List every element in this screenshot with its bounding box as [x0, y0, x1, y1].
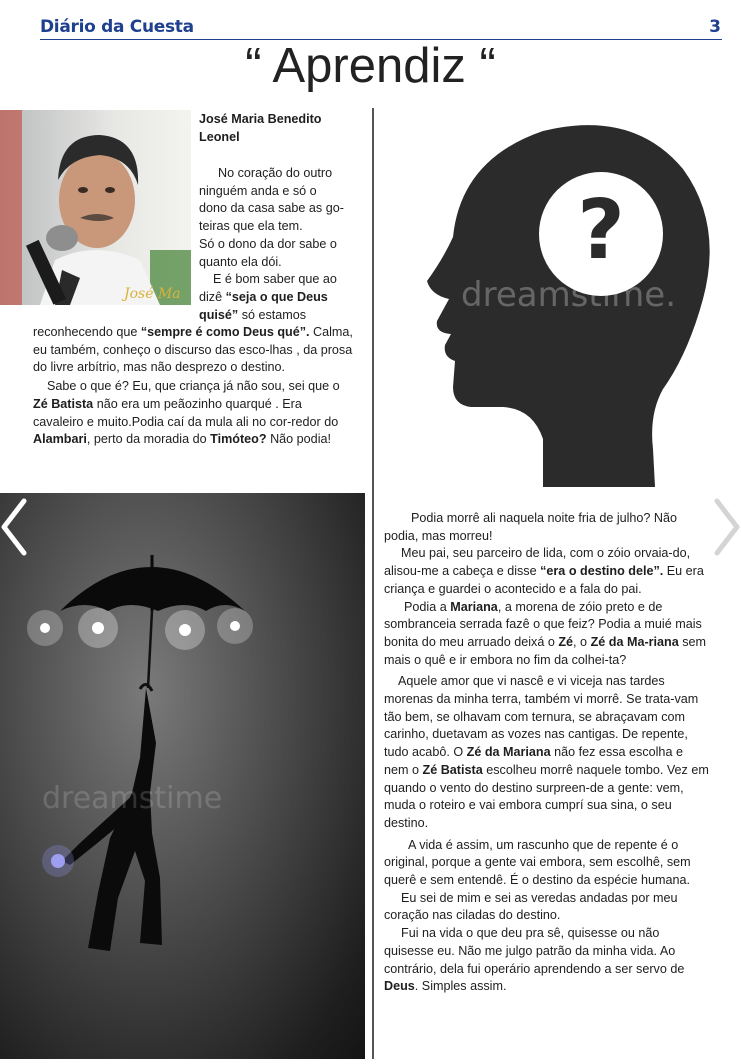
bold-name: Timóteo? — [210, 432, 267, 447]
next-image-button[interactable] — [711, 497, 741, 557]
bold-name: Mariana — [450, 599, 498, 614]
author-name: José Maria Benedito Leonel — [199, 112, 322, 144]
column-divider — [372, 108, 374, 1059]
wrap-line — [199, 289, 369, 307]
bold-name: Zé Batista — [422, 762, 483, 777]
page-number: 3 — [709, 17, 721, 37]
text-run: Meu pai, seu parceiro de lida, com o zóio orvaia-do, alisou-me a cabeça e disse — [384, 546, 691, 579]
paragraph — [33, 378, 353, 449]
bold-name: Zé Batista — [33, 396, 94, 411]
photo-caption: José Ma — [124, 286, 181, 302]
wrap-line: Só o dono da dor sabe o — [199, 236, 337, 251]
text-run: Podia a — [404, 599, 451, 614]
chevron-left-icon — [0, 497, 30, 557]
text-run: Sabe o que é? Eu, que criança já não sou, sei que o — [47, 379, 340, 394]
wrap-line: ninguém anda e só o — [199, 183, 317, 198]
text-run: Eu era criança e guardei o acontecido e a fala do pai. — [384, 564, 704, 596]
wrap-line — [199, 307, 369, 325]
bold-quote: “era o destino dele”. — [540, 564, 664, 579]
text-run: Aquele amor que vi nascê e vi viceja nas tardes morenas da minha terra, também vi morrê. Se trata-vam tão bem, se olhavam com ternura, se abraçavam com carinho, duetavam as vozes nas cantigas. De repente, tudo acabô. O — [384, 674, 699, 760]
text-run: , o — [573, 634, 591, 649]
wrap-line: No coração do outro — [218, 166, 333, 180]
text-run: Não podia! — [266, 432, 331, 447]
text-run: não era um peãozinho quarqué . Era cavaleiro e muito.Podia caí da mula ali no cor-redor do — [33, 396, 339, 429]
paragraph: A vida é assim, um rascunho que de repente é o original, porque a gente vai embora, sem escolhê, sem querê e sem entendê. É o destino da espécie humana. — [384, 837, 691, 888]
watermark: dreamstime. — [461, 275, 677, 315]
article-title: “ Aprendiz “ — [245, 39, 496, 93]
wrap-text: só estamos — [238, 307, 307, 322]
watermark: dreamstime — [42, 781, 223, 816]
author-portrait-illustration — [0, 110, 191, 305]
head-silhouette-image — [383, 109, 726, 489]
wrap-line: quanto ela dói. — [199, 254, 282, 269]
umbrella-figure-image — [0, 493, 365, 1059]
question-mark-icon: ? — [577, 183, 625, 278]
text-run: Calma, eu também, conheço o discurso das esco-lhas , da prosa do livre arbítrio, mas não desprezo o destino. — [33, 325, 353, 375]
chevron-right-icon — [711, 497, 741, 557]
paragraph: Eu sei de mim e sei as veredas andadas por meu coração nas ciladas do destino. — [384, 890, 678, 923]
bold-name: Zé — [558, 634, 574, 649]
text-run: sem mais o quê e ir embora no fim da colhei-ta? — [384, 634, 707, 667]
author-photo — [0, 110, 191, 305]
wrap-line: E é bom saber que ao — [213, 272, 337, 287]
paragraph — [384, 673, 709, 832]
text-run: . Simples assim. — [414, 979, 507, 994]
paragraph — [384, 545, 709, 598]
paragraph: Podia morrê ali naquela noite fria de julho? Não podia, mas morreu! — [384, 511, 678, 543]
text-run: reconhecendo que — [33, 325, 141, 339]
text-run: , a morena de zóio preto e de sombranceia serrada fazê o que feiz? Podia a muié mais bonita do meu arruado deixá o — [384, 599, 702, 649]
text-run: Fui na vida o que deu pra sê, quisesse ou não quisesse eu. Não me julgo patrão da minha vida. Ao contrário, dela fui operário aprendendo a ser servo de — [384, 926, 685, 976]
wrap-text: dizê — [199, 289, 226, 304]
previous-image-button[interactable] — [0, 497, 30, 557]
bold-quote: “sempre é como Deus qué”. — [140, 325, 310, 339]
text-run: escolheu morrê naquele tombo. Vez em quando o vento do destino surpreen-de a gente: vem, muda o roteiro e vai embora cumprí sua sina, o seu destino. — [384, 762, 709, 830]
bold-name: Deus — [384, 979, 415, 994]
paragraph — [33, 324, 353, 377]
intro-wrap-text — [199, 165, 369, 324]
masthead: Diário da Cuesta — [40, 17, 194, 37]
wrap-line: teiras que ela tem. — [199, 219, 303, 234]
bold-name: Zé da Mariana — [466, 745, 551, 760]
wrap-line: dono da casa sabe as go- — [199, 201, 344, 216]
umbrella-illustration — [0, 493, 365, 1059]
bold-quote: “seja o que Deus — [225, 289, 328, 304]
bold-name: Alambari — [33, 432, 87, 447]
column-2-text — [384, 510, 709, 996]
paragraph — [384, 925, 709, 996]
text-run: não fez essa escolha e nem o — [384, 745, 683, 777]
bold-name: Zé da Ma-riana — [590, 634, 679, 649]
paragraph — [384, 599, 709, 670]
column-1-text — [33, 324, 353, 449]
text-run: , perto da moradia do — [86, 432, 211, 447]
bold-quote: quisé” — [199, 307, 239, 322]
